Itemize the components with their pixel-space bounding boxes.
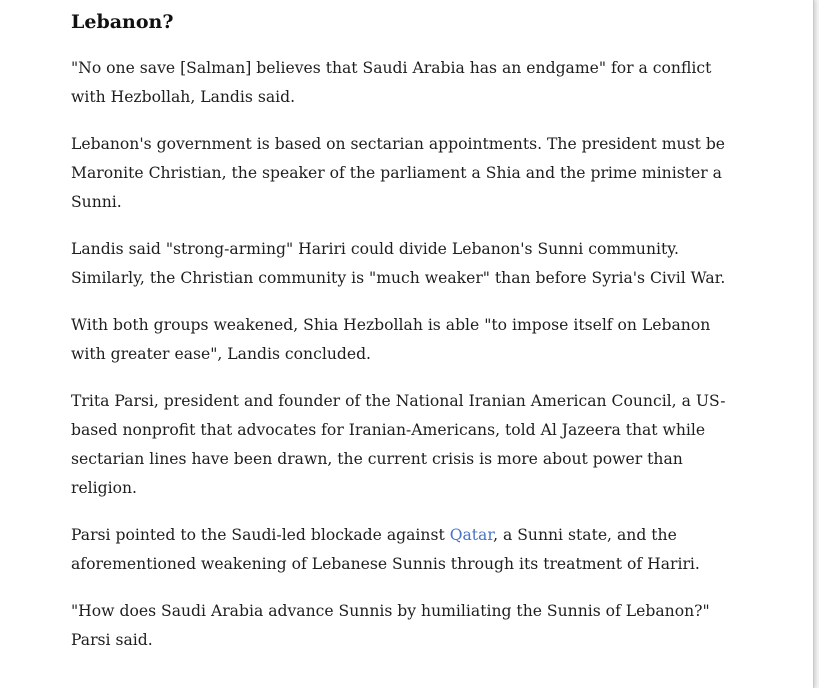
paragraph-line: Lebanon's government is based on sectarian appointments. The president must be xyxy=(71,135,726,153)
paragraph-line: Trita Parsi, president and founder of the National Iranian American Council, a US- xyxy=(71,392,726,410)
paragraph-line: With both groups weakened, Shia Hezbollah is able "to impose itself on Lebanon xyxy=(71,316,711,334)
paragraph-5 xyxy=(71,387,751,503)
paragraph-2 xyxy=(71,130,751,217)
article-body xyxy=(71,8,751,673)
paragraph-line: religion. xyxy=(71,479,138,497)
paragraph-line: sectarian lines have been drawn, the current crisis is more about power than xyxy=(71,450,683,468)
paragraph-line xyxy=(71,521,751,550)
paragraph-line: based nonprofit that advocates for Iranian-Americans, told Al Jazeera that while xyxy=(71,421,706,439)
paragraph-line: "How does Saudi Arabia advance Sunnis by humiliating the Sunnis of Lebanon?" xyxy=(71,602,710,620)
paragraph-line: Sunni. xyxy=(71,193,122,211)
paragraph-line: with Hezbollah, Landis said. xyxy=(71,88,296,106)
section-heading: Lebanon? xyxy=(71,11,174,33)
text-segment: , a Sunni state, and the xyxy=(493,526,677,544)
paragraph-line: aforementioned weakening of Lebanese Sunnis through its treatment of Hariri. xyxy=(71,555,700,573)
paragraph-line: Parsi said. xyxy=(71,631,153,649)
paragraph-line: Landis said "strong-arming" Hariri could divide Lebanon's Sunni community. xyxy=(71,240,679,258)
paragraph-line: with greater ease", Landis concluded. xyxy=(71,345,372,363)
paragraph-1 xyxy=(71,54,751,112)
qatar-link[interactable]: Qatar xyxy=(449,526,494,544)
text-segment: Parsi pointed to the Saudi-led blockade against xyxy=(71,526,450,544)
paragraph-3 xyxy=(71,235,751,293)
paragraph-line: Similarly, the Christian community is "much weaker" than before Syria's Civil War. xyxy=(71,269,726,287)
paragraph-4 xyxy=(71,311,751,369)
paragraph-6 xyxy=(71,521,751,579)
paragraph-7 xyxy=(71,597,751,655)
paragraph-line: Maronite Christian, the speaker of the parliament a Shia and the prime minister a xyxy=(71,164,722,182)
paragraph-line: "No one save [Salman] believes that Saudi Arabia has an endgame" for a conflict xyxy=(71,59,712,77)
